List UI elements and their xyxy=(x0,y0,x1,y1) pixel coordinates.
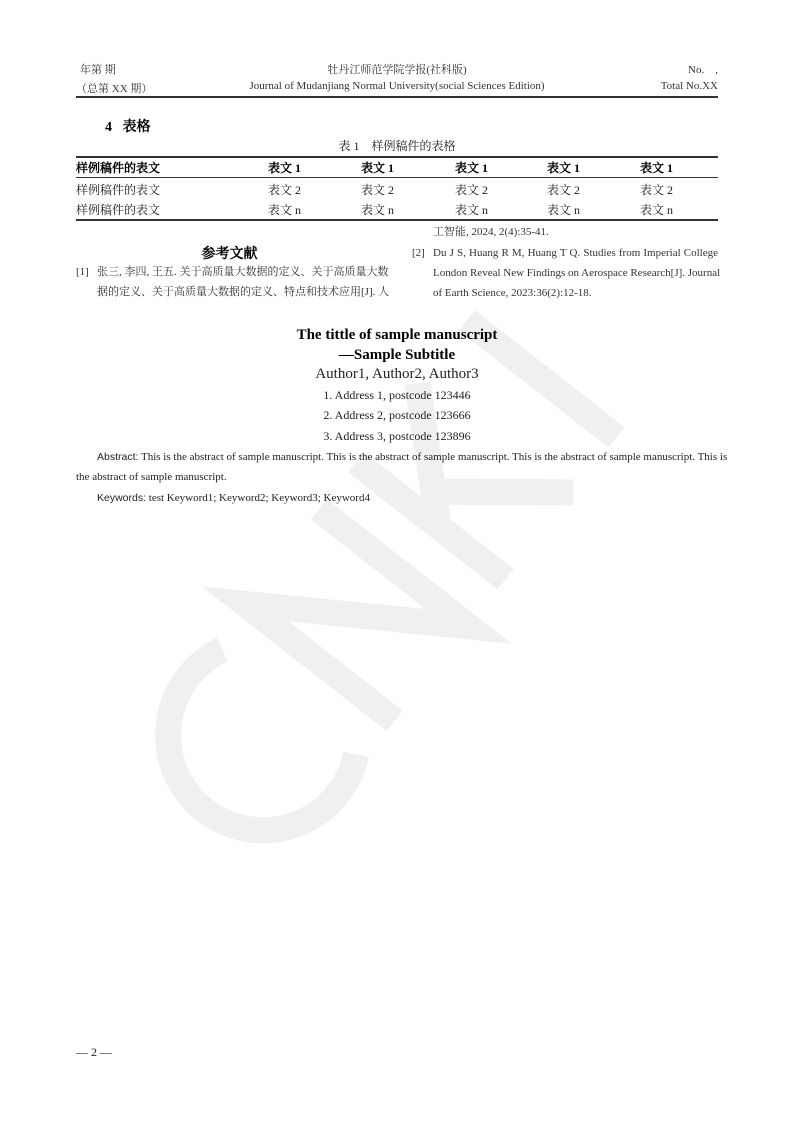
page-number: — 2 — xyxy=(76,1045,112,1059)
watermark-letter-k xyxy=(356,375,573,579)
table-cell: 表文 n xyxy=(455,203,489,217)
table-cell: 表文 n xyxy=(268,203,302,217)
table-header-cell: 表文 1 xyxy=(268,161,302,175)
reference-label: [2] xyxy=(412,247,425,259)
keywords: Keywords: test Keyword1; Keyword2; Keyword3; Keyword4 xyxy=(97,492,370,504)
table-header-cell: 样例稿件的表文 xyxy=(76,161,161,175)
reference-text: 张三, 李四, 王五. 关于高质量大数据的定义、关于高质量大数 xyxy=(97,266,389,278)
watermark-letter-c xyxy=(130,643,364,868)
table-header-cell: 表文 1 xyxy=(455,161,489,175)
table-header-cell: 表文 1 xyxy=(361,161,395,175)
table-header-cell: 表文 1 xyxy=(640,161,674,175)
references-title: 参考文献 xyxy=(201,247,258,262)
header-total-no: Total No.XX xyxy=(660,80,718,92)
table-cell: 表文 2 xyxy=(547,183,581,197)
table-cell: 表文 2 xyxy=(268,183,302,197)
table-cell: 样例稿件的表文 xyxy=(76,183,161,197)
table-mid-rule xyxy=(76,177,718,178)
table-cell: 表文 2 xyxy=(361,183,395,197)
journal-name-cn: 牡丹江师范学院学报(社科版) xyxy=(327,64,467,76)
section-heading: 4 表格 xyxy=(105,120,151,135)
reference-text: of Earth Science, 2023:36(2):12-18. xyxy=(433,287,592,299)
table-bottom-rule xyxy=(76,219,718,221)
english-title: The tittle of sample manuscript xyxy=(296,327,498,343)
reference-text: Du J S, Huang R M, Huang T Q. Studies from Imperial College xyxy=(433,247,718,259)
header-total-issue: （总第 XX 期） xyxy=(76,83,153,95)
table-cell: 表文 2 xyxy=(640,183,674,197)
reference-text: 工智能, 2024, 2(4):35-41. xyxy=(433,226,549,238)
table-cell: 表文 n xyxy=(640,203,674,217)
address: 1. Address 1, postcode 123446 xyxy=(323,388,471,402)
table-cell: 表文 n xyxy=(547,203,581,217)
header-issue: 年第 期 xyxy=(80,64,116,76)
table-header-cell: 表文 1 xyxy=(547,161,581,175)
header-rule xyxy=(76,96,718,98)
reference-label: [1] xyxy=(76,266,89,278)
address: 3. Address 3, postcode 123896 xyxy=(323,429,471,443)
abstract-continued: the abstract of sample manuscript. xyxy=(76,471,227,483)
reference-text: 据的定义、关于高质量大数据的定义、特点和技术应用[J]. 人 xyxy=(97,286,390,298)
table-cell: 样例稿件的表文 xyxy=(76,203,161,217)
english-subtitle: —Sample Subtitle xyxy=(338,347,456,363)
table-caption: 表 1 样例稿件的表格 xyxy=(338,139,456,153)
table-cell: 表文 2 xyxy=(455,183,489,197)
address: 2. Address 2, postcode 123666 xyxy=(323,408,471,422)
table-cell: 表文 n xyxy=(361,203,395,217)
abstract: Abstract: This is the abstract of sample manuscript. This is the abstract of sample manuscript. This is the abstract of sample manuscript. This is xyxy=(97,451,728,463)
header-no: No. , xyxy=(688,64,718,76)
journal-name-en: Journal of Mudanjiang Normal University(social Sciences Edition) xyxy=(249,80,545,92)
watermark-letter-n xyxy=(245,509,469,721)
reference-text: London Reveal New Findings on Aerospace Research[J]. Journal xyxy=(433,267,721,279)
table-top-rule xyxy=(76,156,718,158)
authors: Author1, Author2, Author3 xyxy=(315,366,479,382)
